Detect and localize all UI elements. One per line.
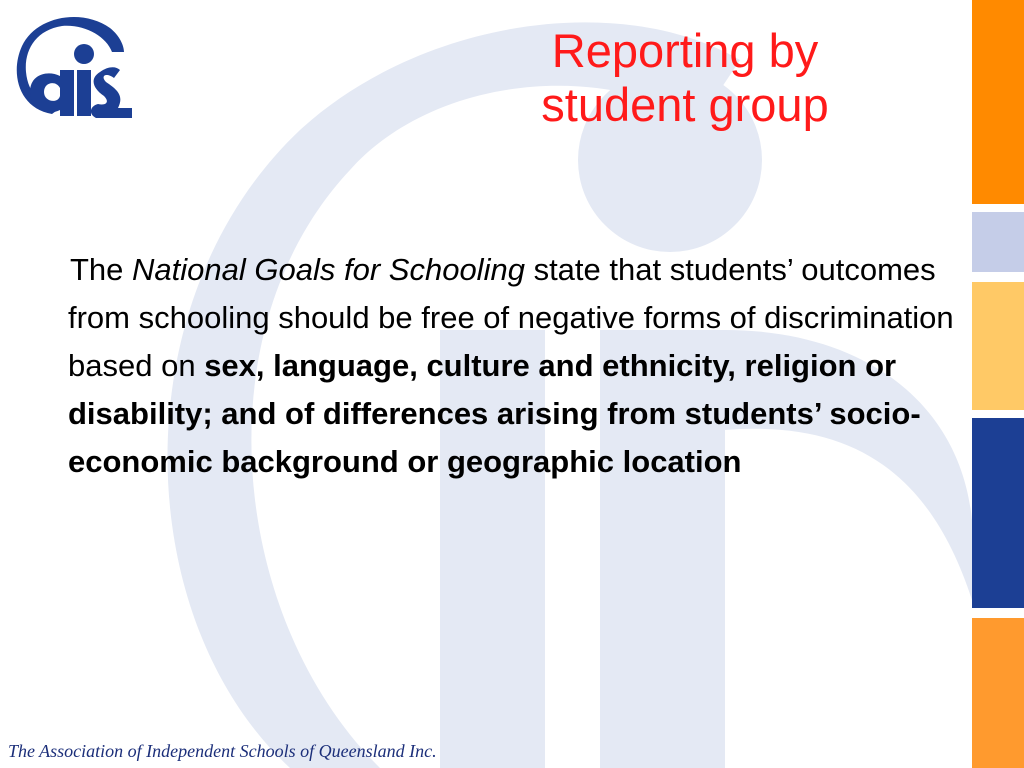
- stripe-light-orange-segment: [972, 282, 1024, 410]
- stripe-orange-segment: [972, 0, 1024, 204]
- document-name: National Goals for Schooling: [132, 252, 525, 287]
- slide-title-line-1: Reporting by: [551, 24, 819, 77]
- body-intro: The: [70, 252, 124, 287]
- ais-logo-icon: [8, 12, 132, 124]
- organization-footer: The Association of Independent Schools of Queensland Inc.: [8, 741, 437, 761]
- discrimination-factors: sex, language, culture and ethnicity, religion or disability; and of differences arising from students’ socio-economic background or geographic location: [68, 348, 921, 479]
- body-paragraph: [68, 246, 958, 486]
- body-statement: state that students’ outcomes from schooling should be free of negative forms of discrimination based on: [68, 252, 954, 383]
- stripe-lavender-segment: [972, 212, 1024, 272]
- slide-title: [440, 24, 930, 132]
- decorative-color-stripe: [972, 0, 1024, 768]
- stripe-bright-orange-segment: [972, 618, 1024, 768]
- stripe-navy-segment: [972, 418, 1024, 608]
- slide-title-line-2: student group: [541, 78, 829, 131]
